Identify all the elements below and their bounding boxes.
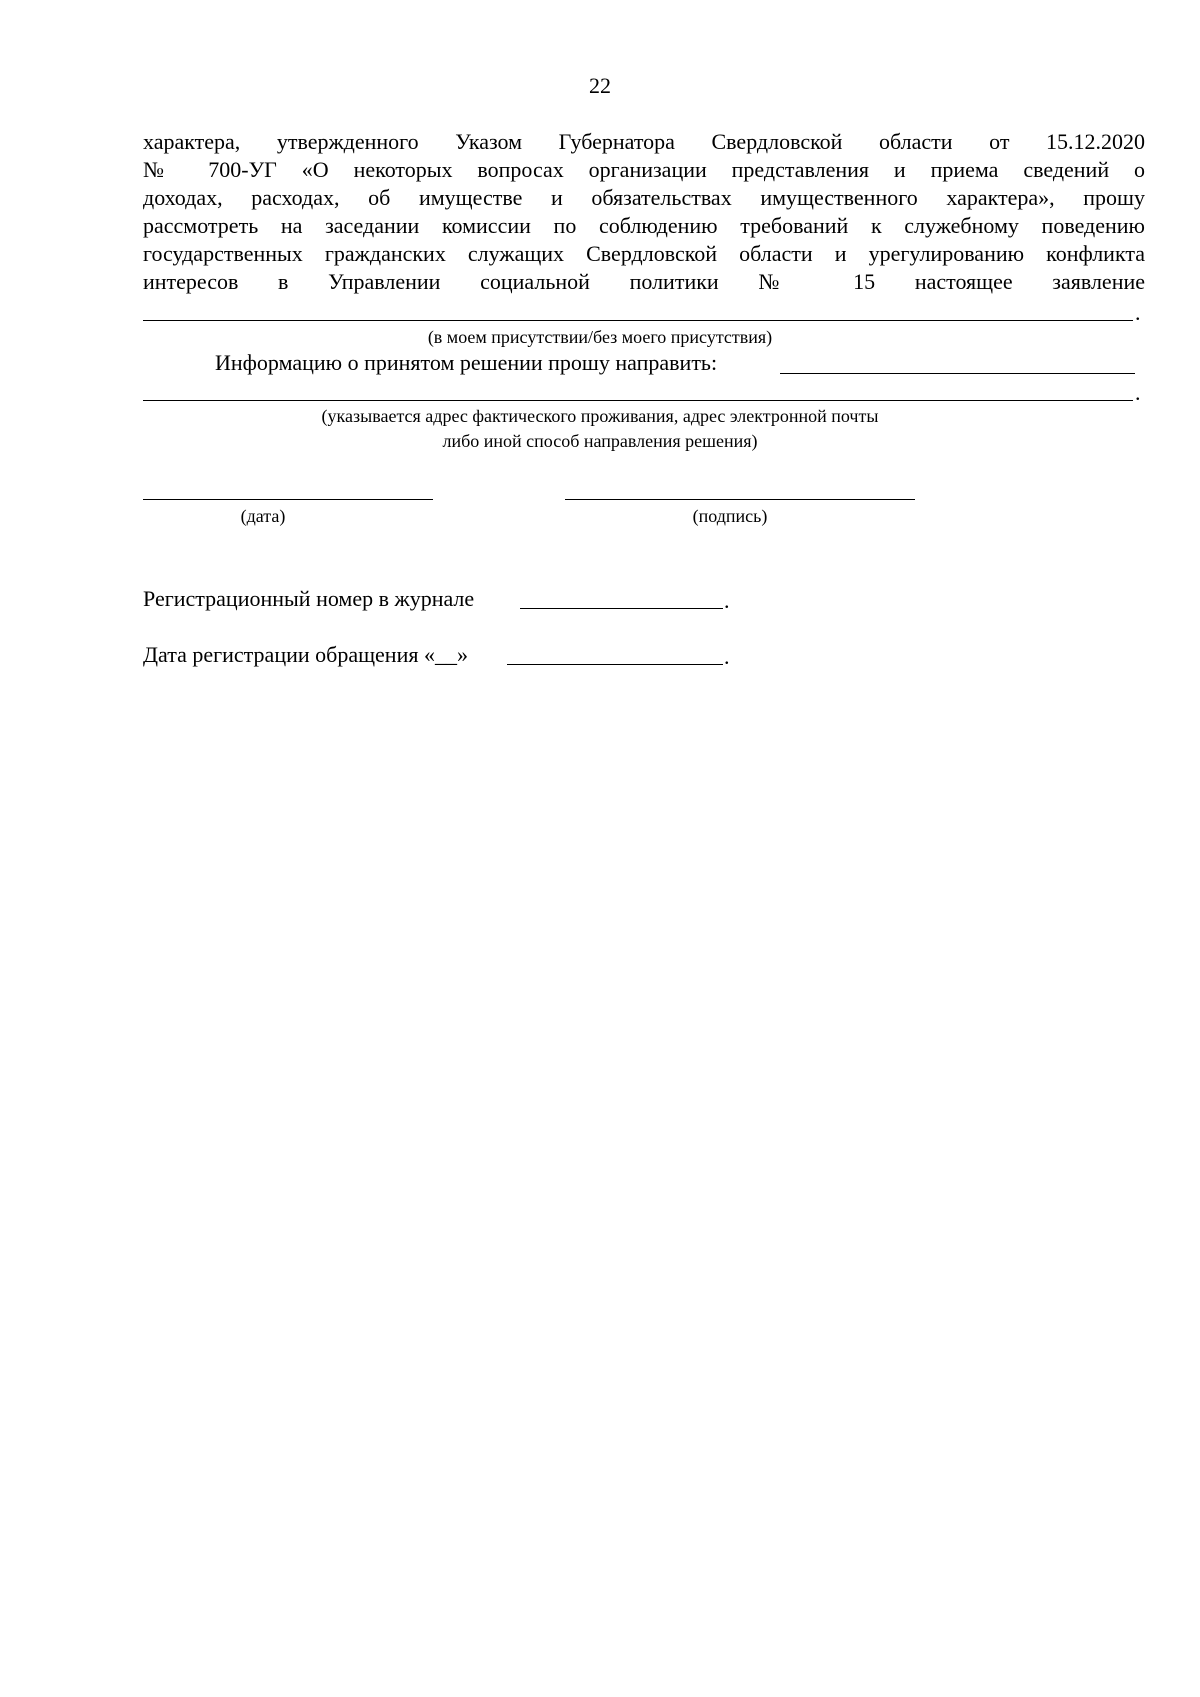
address-note-line-2: либо иной способ направления решения) xyxy=(442,431,758,451)
paragraph-line: доходах, расходах, об имуществе и обязательствах имущественного характера», прошу xyxy=(143,185,1145,210)
presence-note: (в моем присутствии/без моего присутствия) xyxy=(427,327,773,347)
presence-line-period: . xyxy=(1135,300,1141,325)
paragraph-line: характера, утвержденного Указом Губернатора Свердловской области от 15.12.2020 xyxy=(143,129,1145,154)
registration-date-row xyxy=(143,641,468,669)
paragraph-line: рассмотреть на заседании комиссии по соблюдению требований к служебному поведению xyxy=(143,213,1145,238)
registration-date-period: . xyxy=(724,644,730,669)
registration-number-period: . xyxy=(724,588,730,613)
date-caption: (дата) xyxy=(240,506,286,526)
info-request-label xyxy=(215,349,717,377)
registration-number-fill-line[interactable] xyxy=(520,608,723,609)
paragraph-line: № 700-УГ «О некоторых вопросах организации представления и приема сведений о xyxy=(143,157,1145,182)
registration-number-row xyxy=(143,585,474,613)
paragraph-line: государственных гражданских служащих Свердловской области и урегулированию конфликта xyxy=(143,241,1145,266)
statement-paragraph xyxy=(143,128,1145,296)
registration-date-label: Дата регистрации обращения «__» xyxy=(143,642,468,667)
signature-caption: (подпись) xyxy=(692,506,768,526)
registration-date-fill-line[interactable] xyxy=(507,664,723,665)
address-line-period: . xyxy=(1135,380,1141,405)
address-fill-line[interactable] xyxy=(143,400,1133,401)
date-fill-line[interactable] xyxy=(143,499,433,500)
info-request-text: Информацию о принятом решении прошу направить: xyxy=(215,350,718,375)
signature-fill-line[interactable] xyxy=(565,499,915,500)
page-number: 22 xyxy=(589,73,611,98)
presence-fill-line[interactable] xyxy=(143,320,1133,321)
info-inline-fill-line[interactable] xyxy=(780,373,1135,374)
paragraph-line: интересов в Управлении социальной политики № 15 настоящее заявление xyxy=(143,269,1145,294)
address-note-line-1: (указывается адрес фактического проживания, адрес электронной почты xyxy=(321,406,879,426)
registration-number-label: Регистрационный номер в журнале xyxy=(143,586,475,611)
